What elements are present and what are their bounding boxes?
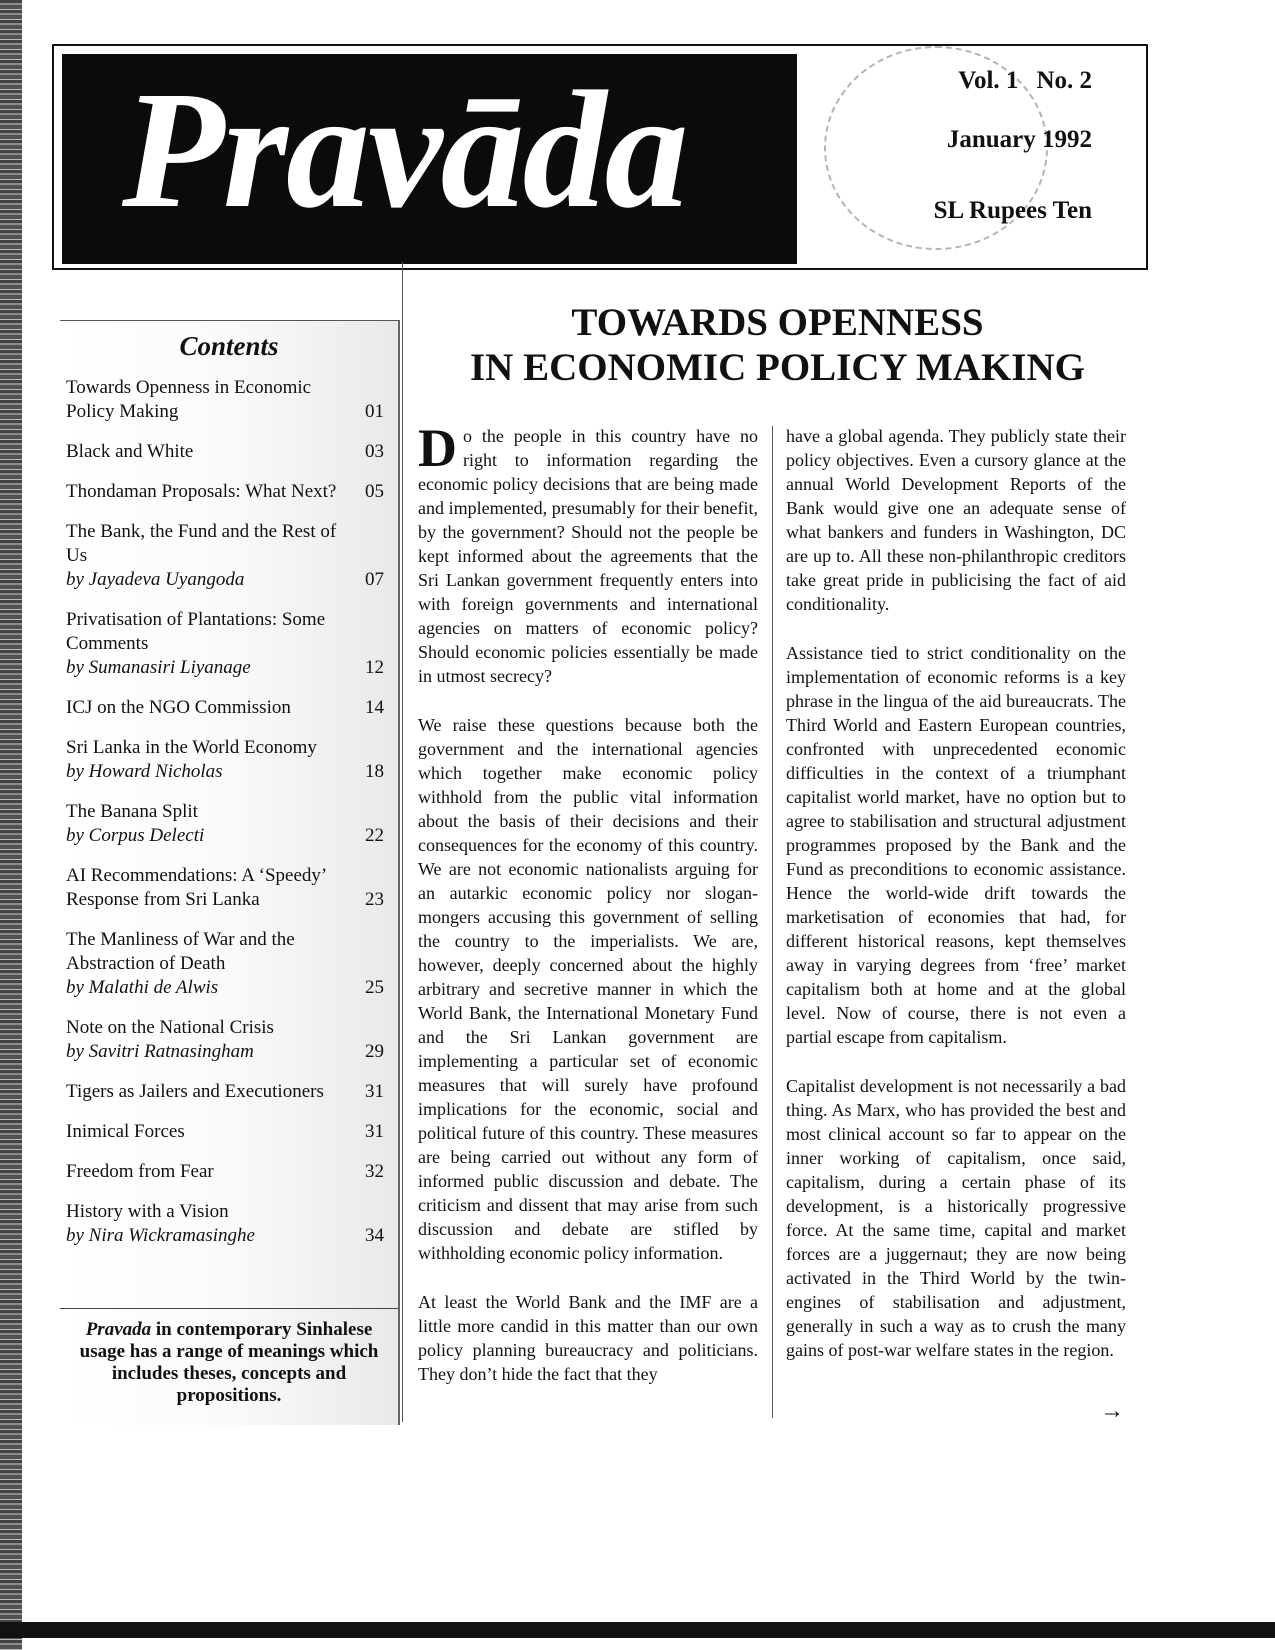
toc-item-title: The Bank, the Fund and the Rest of Us	[66, 521, 337, 566]
toc-item	[66, 736, 388, 784]
toc-item	[66, 928, 388, 1000]
toc-item-page: 31	[365, 1081, 384, 1102]
toc-item-title: Note on the National Crisis	[66, 1017, 274, 1038]
toc-item-author: by Savitri Ratnasingham	[66, 1041, 254, 1062]
article-column-2	[786, 424, 1126, 1387]
volume-line	[934, 68, 1092, 93]
toc-item-page: 29	[365, 1041, 384, 1062]
toc-item	[66, 1200, 388, 1248]
toc-item-page: 18	[365, 761, 384, 782]
toc-item	[66, 1016, 388, 1064]
toc-item	[66, 440, 388, 464]
pravada-tagline: Pravada in contemporary Sinhalese usage has a range of meanings which includes theses, concepts and propositions.	[60, 1308, 398, 1425]
toc-list	[60, 376, 398, 1248]
bottom-scan-bar	[0, 1622, 1275, 1638]
issue-info	[934, 68, 1092, 257]
toc-item	[66, 800, 388, 848]
toc-item-author: by Corpus Delecti	[66, 825, 205, 846]
contents-box	[60, 320, 400, 1425]
issue-date: January 1992	[946, 126, 1092, 153]
toc-item-title: Freedom from Fear	[66, 1161, 214, 1182]
toc-item-title: Privatisation of Plantations: Some Comments	[66, 609, 326, 654]
scan-edge-shadow	[0, 0, 22, 1650]
toc-item-page: 31	[365, 1121, 384, 1142]
toc-item-page: 07	[365, 569, 384, 590]
masthead	[52, 44, 1148, 270]
toc-item-title: The Banana Split	[66, 801, 198, 822]
article-headline: TOWARDS OPENNESS IN ECONOMIC POLICY MAKING	[470, 301, 1085, 389]
volume: Vol. 1	[958, 67, 1019, 94]
toc-item	[66, 376, 388, 424]
paragraph: Capitalist development is not necessarily a bad thing. As Marx, who has provided the best and most clinical account so far to appear on the inner working of capitalism, once said, capitalism, during a certain phase of its development, is a historically progressive force. At the same time, capital and market forces are a juggernaut; they are now being activated in the Third World by the twin-engines of stabilisation and adjustment, generally in such a way as to crush the many gains of post-war welfare states in the region.	[786, 1076, 1126, 1360]
toc-item	[66, 520, 388, 592]
toc-item-page: 32	[365, 1161, 384, 1182]
logo-block	[62, 54, 797, 264]
column-rule-middle	[772, 426, 773, 1418]
toc-item-page: 22	[365, 825, 384, 846]
toc-item-author: by Jayadeva Uyangoda	[66, 569, 245, 590]
toc-item	[66, 1160, 388, 1184]
contents-title: Contents	[179, 331, 279, 361]
toc-item-page: 34	[365, 1225, 384, 1246]
toc-item	[66, 696, 388, 720]
toc-item-title: The Manliness of War and the Abstraction of Death	[66, 929, 295, 974]
logo: Pravāda	[122, 57, 687, 243]
toc-item-title: AI Recommendations: A ‘Speedy’ Response from Sri Lanka	[66, 865, 326, 910]
continue-arrow-icon: →	[1100, 1398, 1124, 1424]
paragraph: Assistance tied to strict conditionality on the implementation of economic reforms is a key phrase in the lingua of the aid bureaucrats. The Third World and Eastern European countries, confronted with unprecedented economic difficulties in the context of a triumphant capitalist world market, have no option but to agree to stabilisation and structural adjustment programmes proposed by the Bank and the Fund as preconditions to economic assistance. Hence the world-wide drift towards the marketisation of economies that had, for different historical reasons, kept themselves away in varying degrees from ‘free’ market capitalism both at home and at the global level. Now of course, there is not even a partial escape from capitalism.	[786, 643, 1126, 1047]
paragraph: have a global agenda. They publicly state their policy objectives. Even a cursory glance at the annual World Development Reports of the Bank would give one an adequate sense of what bankers and funders in Washington, DC are up to. All these non-philanthropic creditors take great pride in publicising the fact of aid conditionality.	[786, 426, 1126, 614]
toc-item-title: ICJ on the NGO Commission	[66, 697, 291, 718]
toc-item-page: 01	[365, 401, 384, 422]
toc-item-page: 25	[365, 977, 384, 998]
toc-item-page: 14	[365, 697, 384, 718]
toc-item-page: 05	[365, 481, 384, 502]
paragraph: We raise these questions because both the government and the international agencies which together make economic policy withhold from the public vital information about the basis of their decisions and their consequences for the economy of this country. We are not economic nationalists arguing for an autarkic economic policy nor slogan-mongers accusing this government of selling the country to the imperialists. We are, however, deeply concerned about the highly arbitrary and secretive manner in which the World Bank, the International Monetary Fund and the Sri Lankan government are implementing a particular set of economic measures that will surely have profound implications for the economic, social and political future of this country. These measures are being carried out without any form of informed public discussion and debate. The criticism and dissent that may arise from such discussion and debate are stifled by withholding economic policy information.	[418, 715, 758, 1263]
toc-item-title: Thondaman Proposals: What Next?	[66, 481, 337, 502]
toc-item-page: 03	[365, 441, 384, 462]
toc-item	[66, 608, 388, 680]
toc-item-title: Black and White	[66, 441, 194, 462]
toc-item	[66, 864, 388, 912]
toc-item-author: by Sumanasiri Liyanage	[66, 657, 251, 678]
toc-item	[66, 1120, 388, 1144]
toc-item-author: by Howard Nicholas	[66, 761, 223, 782]
toc-item-title: Tigers as Jailers and Executioners	[66, 1081, 324, 1102]
toc-item	[66, 480, 388, 504]
price: SL Rupees Ten	[933, 197, 1092, 224]
paragraph: Do the people in this country have no right to information regarding the economic policy decisions that are being made and implemented, presumably for their benefit, by the government? Should not the people be kept informed about the agreements that the Sri Lankan government frequently enters into with foreign governments and international agencies on matters of economic policy? Should economic policies essentially be made in utmost secrecy?	[418, 418, 758, 686]
toc-item-page: 12	[365, 657, 384, 678]
drop-cap: D	[418, 418, 457, 478]
toc-item-title: Sri Lanka in the World Economy	[66, 737, 317, 758]
column-rule-left	[402, 262, 403, 1422]
toc-item	[66, 1080, 388, 1104]
toc-item-page: 23	[365, 889, 384, 910]
issue-number: No. 2	[1036, 67, 1092, 94]
toc-item-title: History with a Vision	[66, 1201, 229, 1222]
paragraph: At least the World Bank and the IMF are a little more candid in this matter than our own policy planning bureaucracy and politicians. They don’t hide the fact that they	[418, 1292, 758, 1384]
toc-item-title: Inimical Forces	[66, 1121, 185, 1142]
article-column-1	[418, 418, 758, 1411]
toc-item-author: by Malathi de Alwis	[66, 977, 219, 998]
toc-item-author: by Nira Wickramasinghe	[66, 1225, 255, 1246]
toc-item-title: Towards Openness in Economic Policy Making	[66, 377, 312, 422]
